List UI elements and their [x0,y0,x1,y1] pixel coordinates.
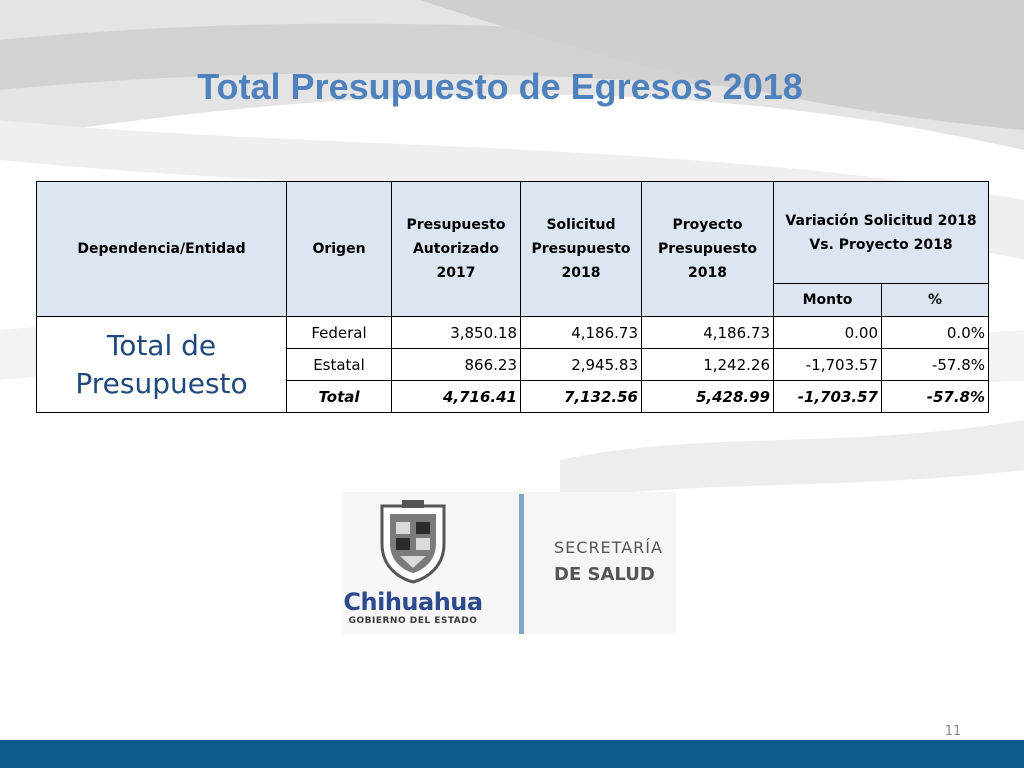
header-monto: Monto [774,284,882,317]
header-proyecto-2018: Proyecto Presupuesto 2018 [642,182,774,317]
cell-presupuesto-2017: 3,850.18 [392,317,521,349]
brand-subtitle: GOBIERNO DEL ESTADO [348,616,478,626]
logo-divider [519,494,524,634]
cell-proyecto-2018: 4,186.73 [642,317,774,349]
government-logo [342,492,676,634]
cell-proyecto-2018: 1,242.26 [642,349,774,381]
cell-monto: -1,703.57 [774,349,882,381]
header-dependencia: Dependencia/Entidad [37,182,287,317]
cell-porcentaje: -57.8% [882,381,989,413]
cell-solicitud-2018: 4,186.73 [521,317,642,349]
cell-solicitud-2018: 2,945.83 [521,349,642,381]
budget-table [36,181,989,413]
footer-bar [0,740,1024,768]
group-label: Total de Presupuesto [37,317,287,413]
cell-origen: Federal [287,317,392,349]
cell-origen: Estatal [287,349,392,381]
secretaria-line2: DE SALUD [554,564,655,585]
cell-porcentaje: 0.0% [882,317,989,349]
cell-proyecto-2018: 5,428.99 [642,381,774,413]
header-presupuesto-2017: Presupuesto Autorizado 2017 [392,182,521,317]
table-row-federal [37,317,989,349]
cell-monto: 0.00 [774,317,882,349]
cell-monto: -1,703.57 [774,381,882,413]
cell-porcentaje: -57.8% [882,349,989,381]
cell-presupuesto-2017: 4,716.41 [392,381,521,413]
secretaria-line1: SECRETARÍA [554,538,663,557]
header-variacion: Variación Solicitud 2018 Vs. Proyecto 2018 [774,182,989,284]
coat-of-arms-icon [378,500,448,584]
page-number: 11 [944,724,962,739]
header-solicitud-2018: Solicitud Presupuesto 2018 [521,182,642,317]
header-porcentaje: % [882,284,989,317]
slide-title: Total Presupuesto de Egresos 2018 [197,66,803,107]
brand-name: Chihuahua [343,588,483,616]
header-origen: Origen [287,182,392,317]
cell-solicitud-2018: 7,132.56 [521,381,642,413]
cell-origen: Total [287,381,392,413]
cell-presupuesto-2017: 866.23 [392,349,521,381]
